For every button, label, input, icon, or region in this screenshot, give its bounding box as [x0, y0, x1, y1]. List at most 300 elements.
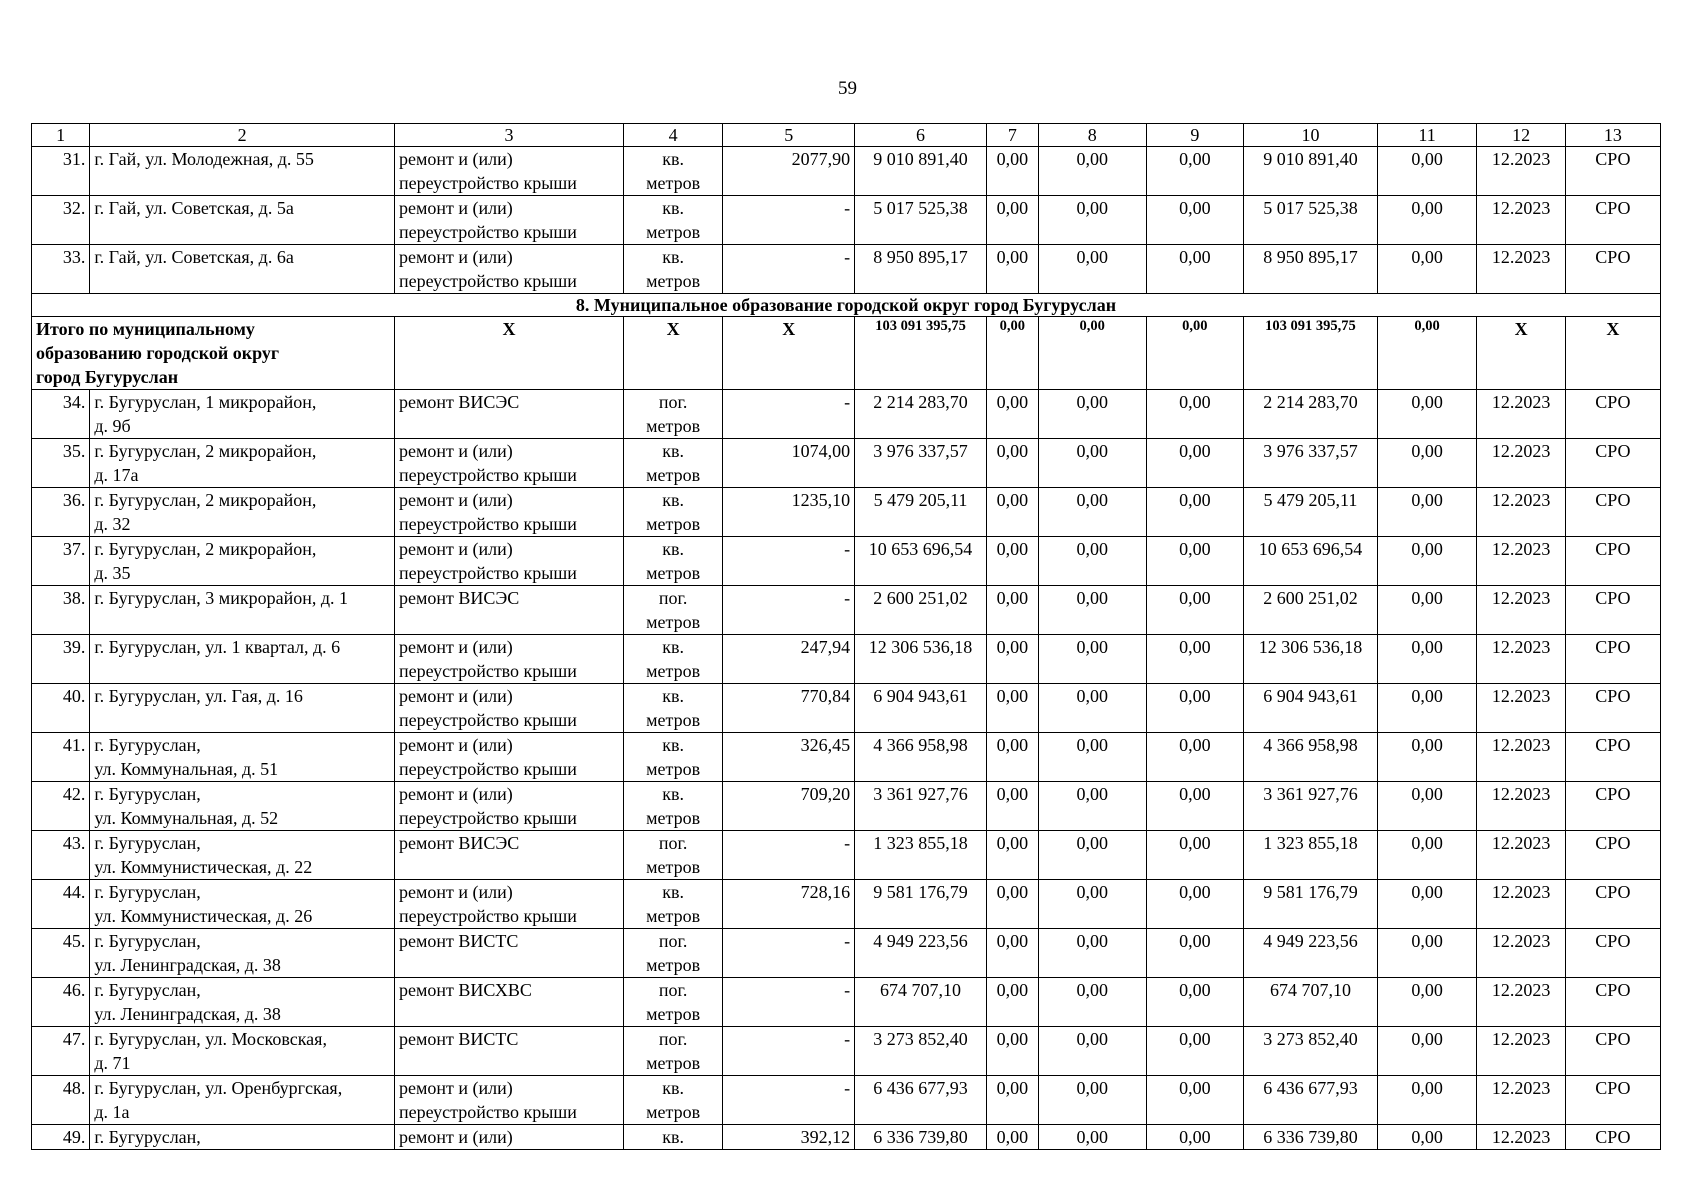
column-number: 10	[1243, 124, 1377, 147]
row-number: 46.	[32, 978, 90, 1027]
volume-cell: -	[723, 831, 855, 880]
amount-cell: 0,00	[1377, 1027, 1476, 1076]
method-cell: СРО	[1565, 880, 1660, 929]
fund-cost-cell: 3 976 337,57	[1243, 439, 1377, 488]
work-type-cell-line: ремонт и (или)	[398, 539, 513, 559]
address-cell	[90, 1076, 395, 1125]
amount-cell: 0,00	[1377, 978, 1476, 1027]
address-cell	[90, 147, 395, 196]
address-cell-line: г. Бугуруслан, 2 микрорайон,	[94, 441, 317, 461]
unit-cell-line: метров	[646, 271, 701, 291]
fund-cost-cell: 674 707,10	[1243, 978, 1377, 1027]
amount-cell: 0,00	[986, 537, 1038, 586]
method-cell: СРО	[1565, 684, 1660, 733]
amount-cell: 0,00	[986, 684, 1038, 733]
fund-cost-cell: 103 091 395,75	[1243, 317, 1377, 390]
fund-cost-cell: 9 581 176,79	[1243, 880, 1377, 929]
fund-cost-cell: 1 323 855,18	[1243, 831, 1377, 880]
date-cell: 12.2023	[1477, 782, 1566, 831]
work-type-cell-line: ремонт ВИСЭС	[398, 588, 520, 608]
amount-cell: 0,00	[1038, 586, 1146, 635]
work-type-cell-line: ремонт и (или)	[398, 441, 513, 461]
work-type-cell	[394, 537, 623, 586]
unit-cell-line: пог.	[658, 980, 688, 1000]
unit-cell	[623, 390, 722, 439]
address-cell-line: г. Гай, ул. Молодежная, д. 55	[94, 149, 314, 169]
row-number: 35.	[32, 439, 90, 488]
volume-cell: 392,12	[723, 1125, 855, 1150]
method-cell: СРО	[1565, 733, 1660, 782]
total-cost-cell: 9 581 176,79	[855, 880, 987, 929]
amount-cell: 0,00	[1146, 537, 1243, 586]
unit-cell-line: пог.	[658, 833, 688, 853]
work-type-cell	[394, 684, 623, 733]
table-row	[32, 978, 1661, 1027]
unit-cell	[623, 1125, 722, 1150]
total-label-line: город Бугуруслан	[36, 367, 179, 387]
work-type-cell-line: ремонт ВИСХВС	[398, 980, 532, 1000]
amount-cell: 0,00	[986, 782, 1038, 831]
work-type-cell-line: переустройство крыши	[398, 759, 577, 779]
unit-cell	[623, 978, 722, 1027]
method-cell: СРО	[1565, 488, 1660, 537]
amount-cell: 0,00	[1038, 978, 1146, 1027]
unit-cell-line: метров	[646, 1053, 701, 1073]
amount-cell: 0,00	[986, 1027, 1038, 1076]
method-cell: СРО	[1565, 831, 1660, 880]
unit-cell-line: кв.	[662, 637, 685, 657]
work-type-cell-line: переустройство крыши	[398, 222, 577, 242]
amount-cell: 0,00	[1377, 317, 1476, 390]
row-number: 36.	[32, 488, 90, 537]
unit-cell-line: метров	[646, 661, 701, 681]
total-cost-cell: 103 091 395,75	[855, 317, 987, 390]
work-type-cell-line: переустройство крыши	[398, 465, 577, 485]
row-number: 47.	[32, 1027, 90, 1076]
address-cell-line: г. Бугуруслан, 2 микрорайон,	[94, 539, 317, 559]
address-cell-line: ул. Коммунистическая, д. 22	[94, 857, 313, 877]
address-cell	[90, 831, 395, 880]
total-cost-cell: 9 010 891,40	[855, 147, 987, 196]
amount-cell: 0,00	[1038, 635, 1146, 684]
address-cell-line: ул. Коммунальная, д. 52	[94, 808, 279, 828]
address-cell-line: г. Бугуруслан,	[94, 735, 201, 755]
page-number: 59	[838, 78, 857, 99]
address-cell-line: г. Бугуруслан,	[94, 980, 201, 1000]
unit-cell-line: метров	[646, 955, 701, 975]
amount-cell: 0,00	[1377, 147, 1476, 196]
total-cost-cell: 674 707,10	[855, 978, 987, 1027]
amount-cell: 0,00	[986, 390, 1038, 439]
amount-cell: 0,00	[1038, 684, 1146, 733]
amount-cell: 0,00	[1146, 978, 1243, 1027]
column-number: 5	[723, 124, 855, 147]
volume-cell: 1235,10	[723, 488, 855, 537]
work-type-cell-line: ремонт и (или)	[398, 882, 513, 902]
total-cost-cell: 3 361 927,76	[855, 782, 987, 831]
unit-cell-line: метров	[646, 416, 701, 436]
address-cell	[90, 586, 395, 635]
unit-cell-line: метров	[646, 1004, 701, 1024]
amount-cell: 0,00	[1377, 439, 1476, 488]
work-type-cell-line: ремонт и (или)	[398, 198, 513, 218]
amount-cell: 0,00	[1377, 586, 1476, 635]
address-cell	[90, 782, 395, 831]
date-cell: 12.2023	[1477, 586, 1566, 635]
column-number: 2	[90, 124, 395, 147]
column-number: 7	[986, 124, 1038, 147]
amount-cell: 0,00	[1377, 635, 1476, 684]
total-cost-cell: 1 323 855,18	[855, 831, 987, 880]
work-type-cell-line: ремонт ВИСЭС	[398, 833, 520, 853]
amount-cell: 0,00	[1038, 245, 1146, 294]
unit-cell-line: метров	[646, 222, 701, 242]
work-type-cell-line: ремонт ВИСТС	[398, 931, 519, 951]
amount-cell: 0,00	[1146, 1027, 1243, 1076]
date-cell: 12.2023	[1477, 978, 1566, 1027]
total-cost-cell: 2 600 251,02	[855, 586, 987, 635]
unit-cell-line: метров	[646, 857, 701, 877]
section-heading-row	[32, 294, 1661, 317]
work-type-cell-line: ремонт и (или)	[398, 637, 513, 657]
work-type-cell-line: ремонт ВИСЭС	[398, 392, 520, 412]
address-cell	[90, 929, 395, 978]
unit-cell	[623, 929, 722, 978]
total-cost-cell: 3 976 337,57	[855, 439, 987, 488]
amount-cell: 0,00	[986, 733, 1038, 782]
table-row	[32, 196, 1661, 245]
amount-cell: 0,00	[1038, 880, 1146, 929]
volume-cell: 326,45	[723, 733, 855, 782]
amount-cell: 0,00	[986, 929, 1038, 978]
unit-cell-line: пог.	[658, 392, 688, 412]
amount-cell: 0,00	[1377, 1125, 1476, 1150]
unit-cell-line: метров	[646, 173, 701, 193]
date-cell: 12.2023	[1477, 1076, 1566, 1125]
table-row	[32, 488, 1661, 537]
address-cell-line: ул. Ленинградская, д. 38	[94, 1004, 281, 1024]
column-number: 4	[623, 124, 722, 147]
work-type-cell-line: ремонт и (или)	[398, 686, 513, 706]
unit-cell	[623, 537, 722, 586]
date-cell: 12.2023	[1477, 880, 1566, 929]
table-row	[32, 1027, 1661, 1076]
date-cell: 12.2023	[1477, 196, 1566, 245]
unit-cell	[623, 245, 722, 294]
fund-cost-cell: 2 600 251,02	[1243, 586, 1377, 635]
address-cell	[90, 635, 395, 684]
date-cell: 12.2023	[1477, 1125, 1566, 1150]
unit-cell	[623, 439, 722, 488]
unit-cell-line: кв.	[662, 1127, 685, 1147]
amount-cell: 0,00	[1146, 439, 1243, 488]
column-number: 9	[1146, 124, 1243, 147]
unit-cell-line: кв.	[662, 735, 685, 755]
table-row	[32, 537, 1661, 586]
unit-cell-line: кв.	[662, 882, 685, 902]
amount-cell: 0,00	[1146, 196, 1243, 245]
amount-cell: 0,00	[1146, 245, 1243, 294]
date-cell: 12.2023	[1477, 831, 1566, 880]
address-cell	[90, 245, 395, 294]
amount-cell: 0,00	[1038, 537, 1146, 586]
work-type-cell-line: ремонт и (или)	[398, 247, 513, 267]
amount-cell: 0,00	[1377, 537, 1476, 586]
address-cell-line: г. Бугуруслан,	[94, 833, 201, 853]
address-cell-line: д. 35	[94, 563, 131, 583]
row-number: 38.	[32, 586, 90, 635]
fund-cost-cell: 6 336 739,80	[1243, 1125, 1377, 1150]
work-type-cell	[394, 196, 623, 245]
work-type-cell	[394, 1027, 623, 1076]
work-type-cell-line: переустройство крыши	[398, 906, 577, 926]
address-cell-line: г. Гай, ул. Советская, д. 5а	[94, 198, 294, 218]
amount-cell: 0,00	[1038, 831, 1146, 880]
column-number: 11	[1377, 124, 1476, 147]
unit-cell-line: пог.	[658, 588, 688, 608]
unit-cell	[623, 831, 722, 880]
fund-cost-cell: 4 949 223,56	[1243, 929, 1377, 978]
work-type-cell	[394, 733, 623, 782]
address-cell	[90, 733, 395, 782]
unit-cell-line: метров	[646, 808, 701, 828]
total-cost-cell: 12 306 536,18	[855, 635, 987, 684]
date-cell: 12.2023	[1477, 147, 1566, 196]
work-type-cell	[394, 635, 623, 684]
total-cost-cell: 6 336 739,80	[855, 1125, 987, 1150]
amount-cell: 0,00	[1146, 488, 1243, 537]
method-cell: СРО	[1565, 1027, 1660, 1076]
work-type-cell-line: ремонт и (или)	[398, 1127, 513, 1147]
column-number: 13	[1565, 124, 1660, 147]
total-cost-cell: 4 949 223,56	[855, 929, 987, 978]
table-row	[32, 390, 1661, 439]
work-type-cell-line: ремонт ВИСТС	[398, 1029, 519, 1049]
amount-cell: 0,00	[1146, 635, 1243, 684]
volume-cell: 247,94	[723, 635, 855, 684]
date-cell: 12.2023	[1477, 439, 1566, 488]
address-cell	[90, 684, 395, 733]
amount-cell: 0,00	[986, 196, 1038, 245]
row-number: 48.	[32, 1076, 90, 1125]
method-cell: СРО	[1565, 1125, 1660, 1150]
amount-cell: 0,00	[986, 147, 1038, 196]
amount-cell: 0,00	[1038, 390, 1146, 439]
row-number: 33.	[32, 245, 90, 294]
row-number: 34.	[32, 390, 90, 439]
work-type-cell-line: ремонт и (или)	[398, 784, 513, 804]
work-type-cell-line: ремонт и (или)	[398, 1078, 513, 1098]
unit-cell-line: метров	[646, 759, 701, 779]
work-type-cell-line: ремонт и (или)	[398, 490, 513, 510]
row-number: 41.	[32, 733, 90, 782]
work-type-cell	[394, 831, 623, 880]
column-number: 8	[1038, 124, 1146, 147]
row-number: 49.	[32, 1125, 90, 1150]
method-cell: СРО	[1565, 782, 1660, 831]
unit-cell-line: кв.	[662, 686, 685, 706]
x-mark: X	[394, 317, 623, 390]
table-row	[32, 245, 1661, 294]
fund-cost-cell: 9 010 891,40	[1243, 147, 1377, 196]
amount-cell: 0,00	[1377, 782, 1476, 831]
volume-cell: 709,20	[723, 782, 855, 831]
work-type-cell	[394, 439, 623, 488]
address-cell-line: г. Гай, ул. Советская, д. 6а	[94, 247, 294, 267]
column-number: 6	[855, 124, 987, 147]
address-cell-line: г. Бугуруслан, 3 микрорайон, д. 1	[94, 588, 348, 608]
column-number: 1	[32, 124, 90, 147]
amount-cell: 0,00	[986, 586, 1038, 635]
work-type-cell-line: переустройство крыши	[398, 1102, 577, 1122]
date-cell: 12.2023	[1477, 390, 1566, 439]
amount-cell: 0,00	[986, 488, 1038, 537]
row-number: 40.	[32, 684, 90, 733]
total-cost-cell: 3 273 852,40	[855, 1027, 987, 1076]
section-total-row	[32, 317, 1661, 390]
unit-cell-line: кв.	[662, 1078, 685, 1098]
address-cell-line: г. Бугуруслан,	[94, 882, 201, 902]
work-type-cell	[394, 488, 623, 537]
amount-cell: 0,00	[1377, 390, 1476, 439]
row-number: 43.	[32, 831, 90, 880]
volume-cell: -	[723, 196, 855, 245]
amount-cell: 0,00	[1146, 684, 1243, 733]
total-cost-cell: 10 653 696,54	[855, 537, 987, 586]
table-body	[32, 124, 1661, 1150]
work-type-cell-line: ремонт и (или)	[398, 735, 513, 755]
total-cost-cell: 8 950 895,17	[855, 245, 987, 294]
column-number-row	[32, 124, 1661, 147]
amount-cell: 0,00	[1038, 782, 1146, 831]
row-number: 45.	[32, 929, 90, 978]
unit-cell	[623, 147, 722, 196]
unit-cell	[623, 880, 722, 929]
amount-cell: 0,00	[1146, 317, 1243, 390]
table-row	[32, 1125, 1661, 1150]
table-row	[32, 782, 1661, 831]
row-number: 39.	[32, 635, 90, 684]
work-type-cell-line: переустройство крыши	[398, 710, 577, 730]
address-cell-line: г. Бугуруслан, ул. 1 квартал, д. 6	[94, 637, 341, 657]
unit-cell-line: кв.	[662, 247, 685, 267]
total-cost-cell: 2 214 283,70	[855, 390, 987, 439]
address-cell	[90, 880, 395, 929]
date-cell: 12.2023	[1477, 635, 1566, 684]
address-cell	[90, 1027, 395, 1076]
work-type-cell	[394, 390, 623, 439]
total-label-line: образованию городской округ	[36, 343, 280, 363]
address-cell-line: ул. Коммунистическая, д. 26	[94, 906, 313, 926]
work-type-cell-line: переустройство крыши	[398, 514, 577, 534]
method-cell: СРО	[1565, 147, 1660, 196]
address-cell	[90, 1125, 395, 1150]
x-mark: X	[623, 317, 722, 390]
date-cell: 12.2023	[1477, 537, 1566, 586]
amount-cell: 0,00	[986, 439, 1038, 488]
volume-cell: 728,16	[723, 880, 855, 929]
address-cell-line: г. Бугуруслан, ул. Московская,	[94, 1029, 327, 1049]
table-row	[32, 635, 1661, 684]
work-type-cell-line: переустройство крыши	[398, 808, 577, 828]
volume-cell: -	[723, 245, 855, 294]
work-type-cell-line: ремонт и (или)	[398, 149, 513, 169]
fund-cost-cell: 6 904 943,61	[1243, 684, 1377, 733]
amount-cell: 0,00	[1038, 196, 1146, 245]
section-title: 8. Муниципальное образование городской округ город Бугуруслан	[32, 294, 1661, 317]
amount-cell: 0,00	[1146, 147, 1243, 196]
amount-cell: 0,00	[1038, 733, 1146, 782]
method-cell: СРО	[1565, 929, 1660, 978]
work-type-cell	[394, 147, 623, 196]
table-row	[32, 684, 1661, 733]
address-cell-line: д. 71	[94, 1053, 131, 1073]
method-cell: СРО	[1565, 196, 1660, 245]
amount-cell: 0,00	[1146, 390, 1243, 439]
x-mark: X	[1565, 317, 1660, 390]
unit-cell-line: кв.	[662, 198, 685, 218]
table-row	[32, 831, 1661, 880]
method-cell: СРО	[1565, 245, 1660, 294]
address-cell-line: г. Бугуруслан,	[94, 784, 201, 804]
volume-cell: -	[723, 537, 855, 586]
amount-cell: 0,00	[986, 831, 1038, 880]
volume-cell: -	[723, 1076, 855, 1125]
total-cost-cell: 4 366 958,98	[855, 733, 987, 782]
unit-cell-line: метров	[646, 1102, 701, 1122]
amount-cell: 0,00	[1377, 733, 1476, 782]
address-cell-line: г. Бугуруслан,	[94, 1127, 201, 1147]
amount-cell: 0,00	[986, 635, 1038, 684]
address-cell-line: г. Бугуруслан, 1 микрорайон,	[94, 392, 317, 412]
unit-cell-line: метров	[646, 563, 701, 583]
amount-cell: 0,00	[1377, 831, 1476, 880]
volume-cell: 1074,00	[723, 439, 855, 488]
date-cell: 12.2023	[1477, 929, 1566, 978]
address-cell-line: д. 9б	[94, 416, 131, 436]
volume-cell: 770,84	[723, 684, 855, 733]
amount-cell: 0,00	[1038, 317, 1146, 390]
work-type-cell	[394, 1076, 623, 1125]
table-row	[32, 586, 1661, 635]
volume-cell: -	[723, 929, 855, 978]
fund-cost-cell: 12 306 536,18	[1243, 635, 1377, 684]
unit-cell-line: метров	[646, 710, 701, 730]
unit-cell-line: метров	[646, 465, 701, 485]
method-cell: СРО	[1565, 586, 1660, 635]
date-cell: 12.2023	[1477, 684, 1566, 733]
total-cost-cell: 5 479 205,11	[855, 488, 987, 537]
work-type-cell	[394, 586, 623, 635]
table-row	[32, 147, 1661, 196]
fund-cost-cell: 10 653 696,54	[1243, 537, 1377, 586]
method-cell: СРО	[1565, 635, 1660, 684]
amount-cell: 0,00	[1377, 196, 1476, 245]
amount-cell: 0,00	[1377, 245, 1476, 294]
amount-cell: 0,00	[1146, 880, 1243, 929]
repair-register-table	[31, 123, 1661, 1150]
row-number: 32.	[32, 196, 90, 245]
fund-cost-cell: 3 273 852,40	[1243, 1027, 1377, 1076]
unit-cell-line: кв.	[662, 784, 685, 804]
date-cell: 12.2023	[1477, 1027, 1566, 1076]
amount-cell: 0,00	[1038, 929, 1146, 978]
address-cell	[90, 978, 395, 1027]
amount-cell: 0,00	[1038, 1076, 1146, 1125]
address-cell	[90, 196, 395, 245]
unit-cell	[623, 733, 722, 782]
row-number: 42.	[32, 782, 90, 831]
